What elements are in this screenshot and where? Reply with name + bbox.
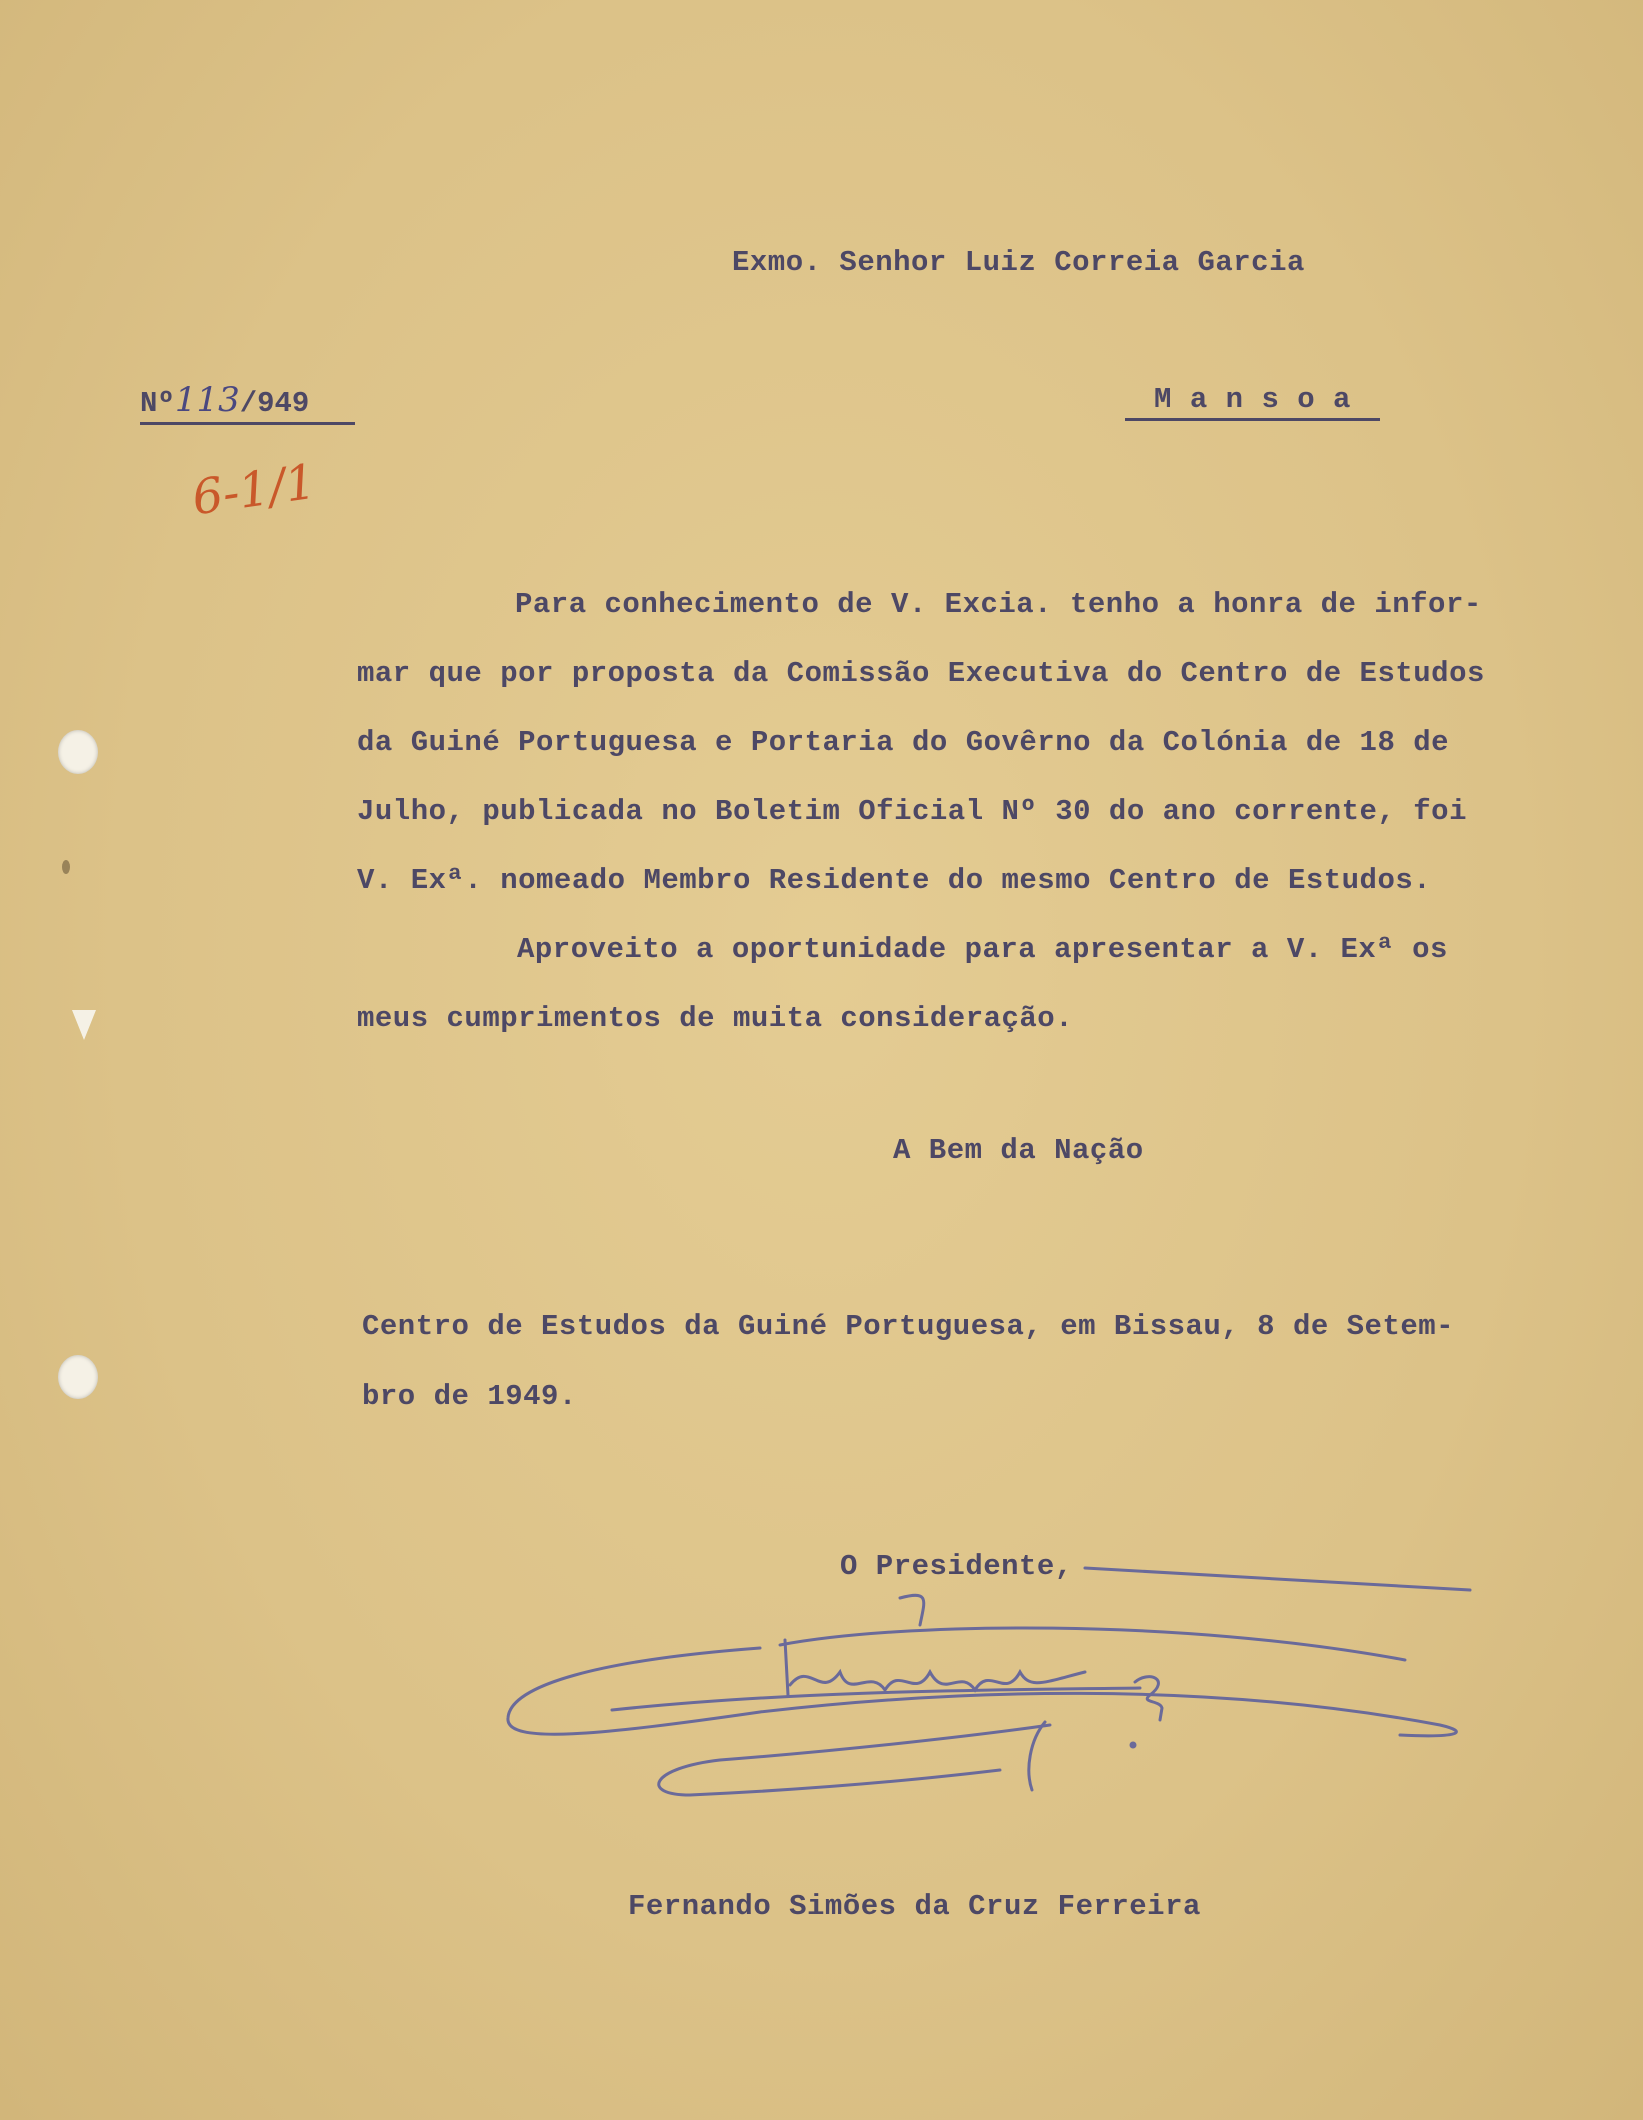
closing-formula: A Bem da Nação: [893, 1134, 1144, 1167]
signatory-name: Fernando Simões da Cruz Ferreira: [628, 1890, 1201, 1923]
reference-suffix: /949: [239, 387, 310, 420]
body-line-6: Aproveito a oportunidade para apresentar a V. Exª os: [517, 933, 1448, 966]
body-line-4: Julho, publicada no Boletim Oficial Nº 30 do ano corrente, foi: [357, 795, 1467, 828]
red-pencil-annotation: 6-1/1: [188, 453, 320, 527]
date-line-1: Centro de Estudos da Guiné Portuguesa, em Bissau, 8 de Setem-: [362, 1310, 1455, 1343]
date-line-2: bro de 1949.: [362, 1380, 577, 1413]
place-name: M a n s o a: [1125, 383, 1380, 421]
body-line-7: meus cumprimentos de muita consideração.: [357, 1002, 1074, 1035]
body-line-3: da Guiné Portuguesa e Portaria do Govêrno da Colónia de 18 de: [357, 726, 1450, 759]
body-line-5: V. Exª. nomeado Membro Residente do mesmo Centro de Estudos.: [357, 864, 1432, 897]
body-line-2: mar que por proposta da Comissão Executiva do Centro de Estudos: [357, 657, 1485, 690]
signatory-title: O Presidente,: [840, 1550, 1073, 1583]
reference-prefix: Nº: [140, 387, 175, 420]
reference-handwritten-number: 113: [174, 380, 240, 420]
body-line-1: Para conhecimento de V. Excia. tenho a honra de infor-: [515, 588, 1482, 621]
addressee: Exmo. Senhor Luiz Correia Garcia: [732, 246, 1305, 279]
